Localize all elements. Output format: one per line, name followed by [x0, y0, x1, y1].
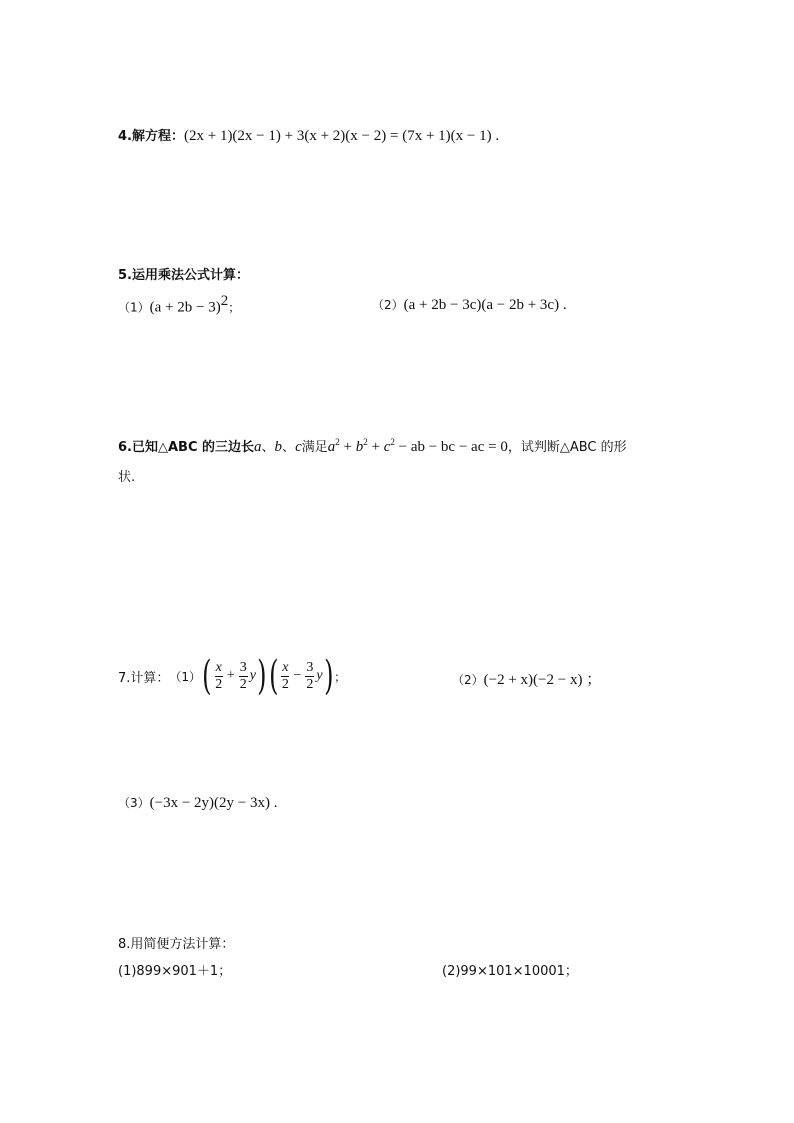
right-paren: ) — [323, 653, 334, 699]
part-label: （3） — [118, 796, 150, 810]
denominator: 2 — [215, 676, 223, 692]
question-5-part-2 — [372, 294, 567, 314]
exponent: 2 — [363, 437, 368, 447]
part-expression: (a + 2b − 3c)(a − 2b + 3c) . — [403, 297, 567, 313]
separator: 、 — [282, 440, 296, 455]
part-expression: (−2 + x)(−2 − x) ； — [483, 672, 602, 688]
question-7-part-1 — [118, 653, 347, 699]
question-4 — [118, 125, 499, 145]
numerator: 3 — [239, 659, 247, 675]
question-7-part-3 — [118, 792, 278, 812]
part-label: （1） — [118, 300, 150, 315]
question-6-line-1 — [118, 436, 627, 456]
var-y: y — [316, 668, 323, 683]
exponent: 2 — [335, 437, 340, 447]
fraction — [239, 660, 248, 693]
term-b: b — [355, 439, 364, 455]
equation-rest: − ab − bc − ac = 0 — [398, 439, 508, 455]
operator: + — [226, 668, 235, 683]
left-paren: ( — [202, 653, 212, 699]
part-label: （1） — [169, 669, 202, 684]
question-8-label: 8.用简便方法计算： — [118, 937, 235, 952]
numerator: x — [282, 659, 289, 675]
denominator: 2 — [281, 676, 289, 692]
question-5-part-1 — [118, 293, 240, 316]
denominator: 2 — [306, 676, 314, 692]
fraction — [215, 660, 223, 693]
part-tail: ； — [334, 669, 347, 684]
question-8-part-1: (1)899×901＋1； — [118, 964, 232, 979]
numerator: 3 — [306, 659, 314, 675]
question-7-part-2 — [452, 668, 601, 689]
fraction-expression — [201, 653, 334, 699]
term-a: a — [327, 439, 336, 455]
question-6-prefix: 6.已知△ABC 的三边长 — [118, 440, 255, 455]
question-7-label: 7.计算： — [118, 670, 170, 686]
question-6-suffix: ，试判断△ABC 的形 — [507, 440, 627, 455]
var-y: y — [249, 668, 256, 683]
question-6-line-2: 状. — [118, 470, 136, 485]
var-c: c — [295, 439, 302, 455]
var-a: a — [254, 439, 262, 455]
question-5-label: 5.运用乘法公式计算： — [118, 268, 249, 283]
var-b: b — [274, 439, 283, 455]
question-4-equation: (2x + 1)(2x − 1) + 3(x + 2)(x − 2) = (7x + 1)(x − 1) . — [183, 128, 500, 144]
part-expression: (−3x − 2y)(2y − 3x) . — [149, 795, 278, 811]
question-4-label: 4.解方程： — [118, 129, 184, 144]
fraction — [305, 660, 314, 693]
separator: 、 — [261, 440, 275, 455]
question-8-part-2: (2)99×101×10001； — [442, 964, 578, 979]
part-label: （2） — [372, 298, 404, 312]
denominator: 2 — [239, 676, 247, 692]
fraction — [281, 660, 289, 693]
exponent: 2 — [220, 293, 229, 309]
part-expression: (a + 2b − 3) — [149, 299, 221, 316]
condition-word: 满足 — [301, 440, 328, 455]
exponent: 2 — [390, 437, 395, 447]
right-paren: ) — [257, 653, 267, 699]
numerator: x — [215, 659, 222, 675]
left-paren: ( — [268, 653, 279, 699]
operator: − — [293, 668, 302, 683]
part-label: （2） — [452, 673, 484, 687]
term-c: c — [383, 439, 391, 455]
condition-equation: $a^2 + b^2 + c^2$ − ab − bc − ac = 0 — [327, 437, 508, 455]
part-tail: ； — [228, 300, 241, 315]
